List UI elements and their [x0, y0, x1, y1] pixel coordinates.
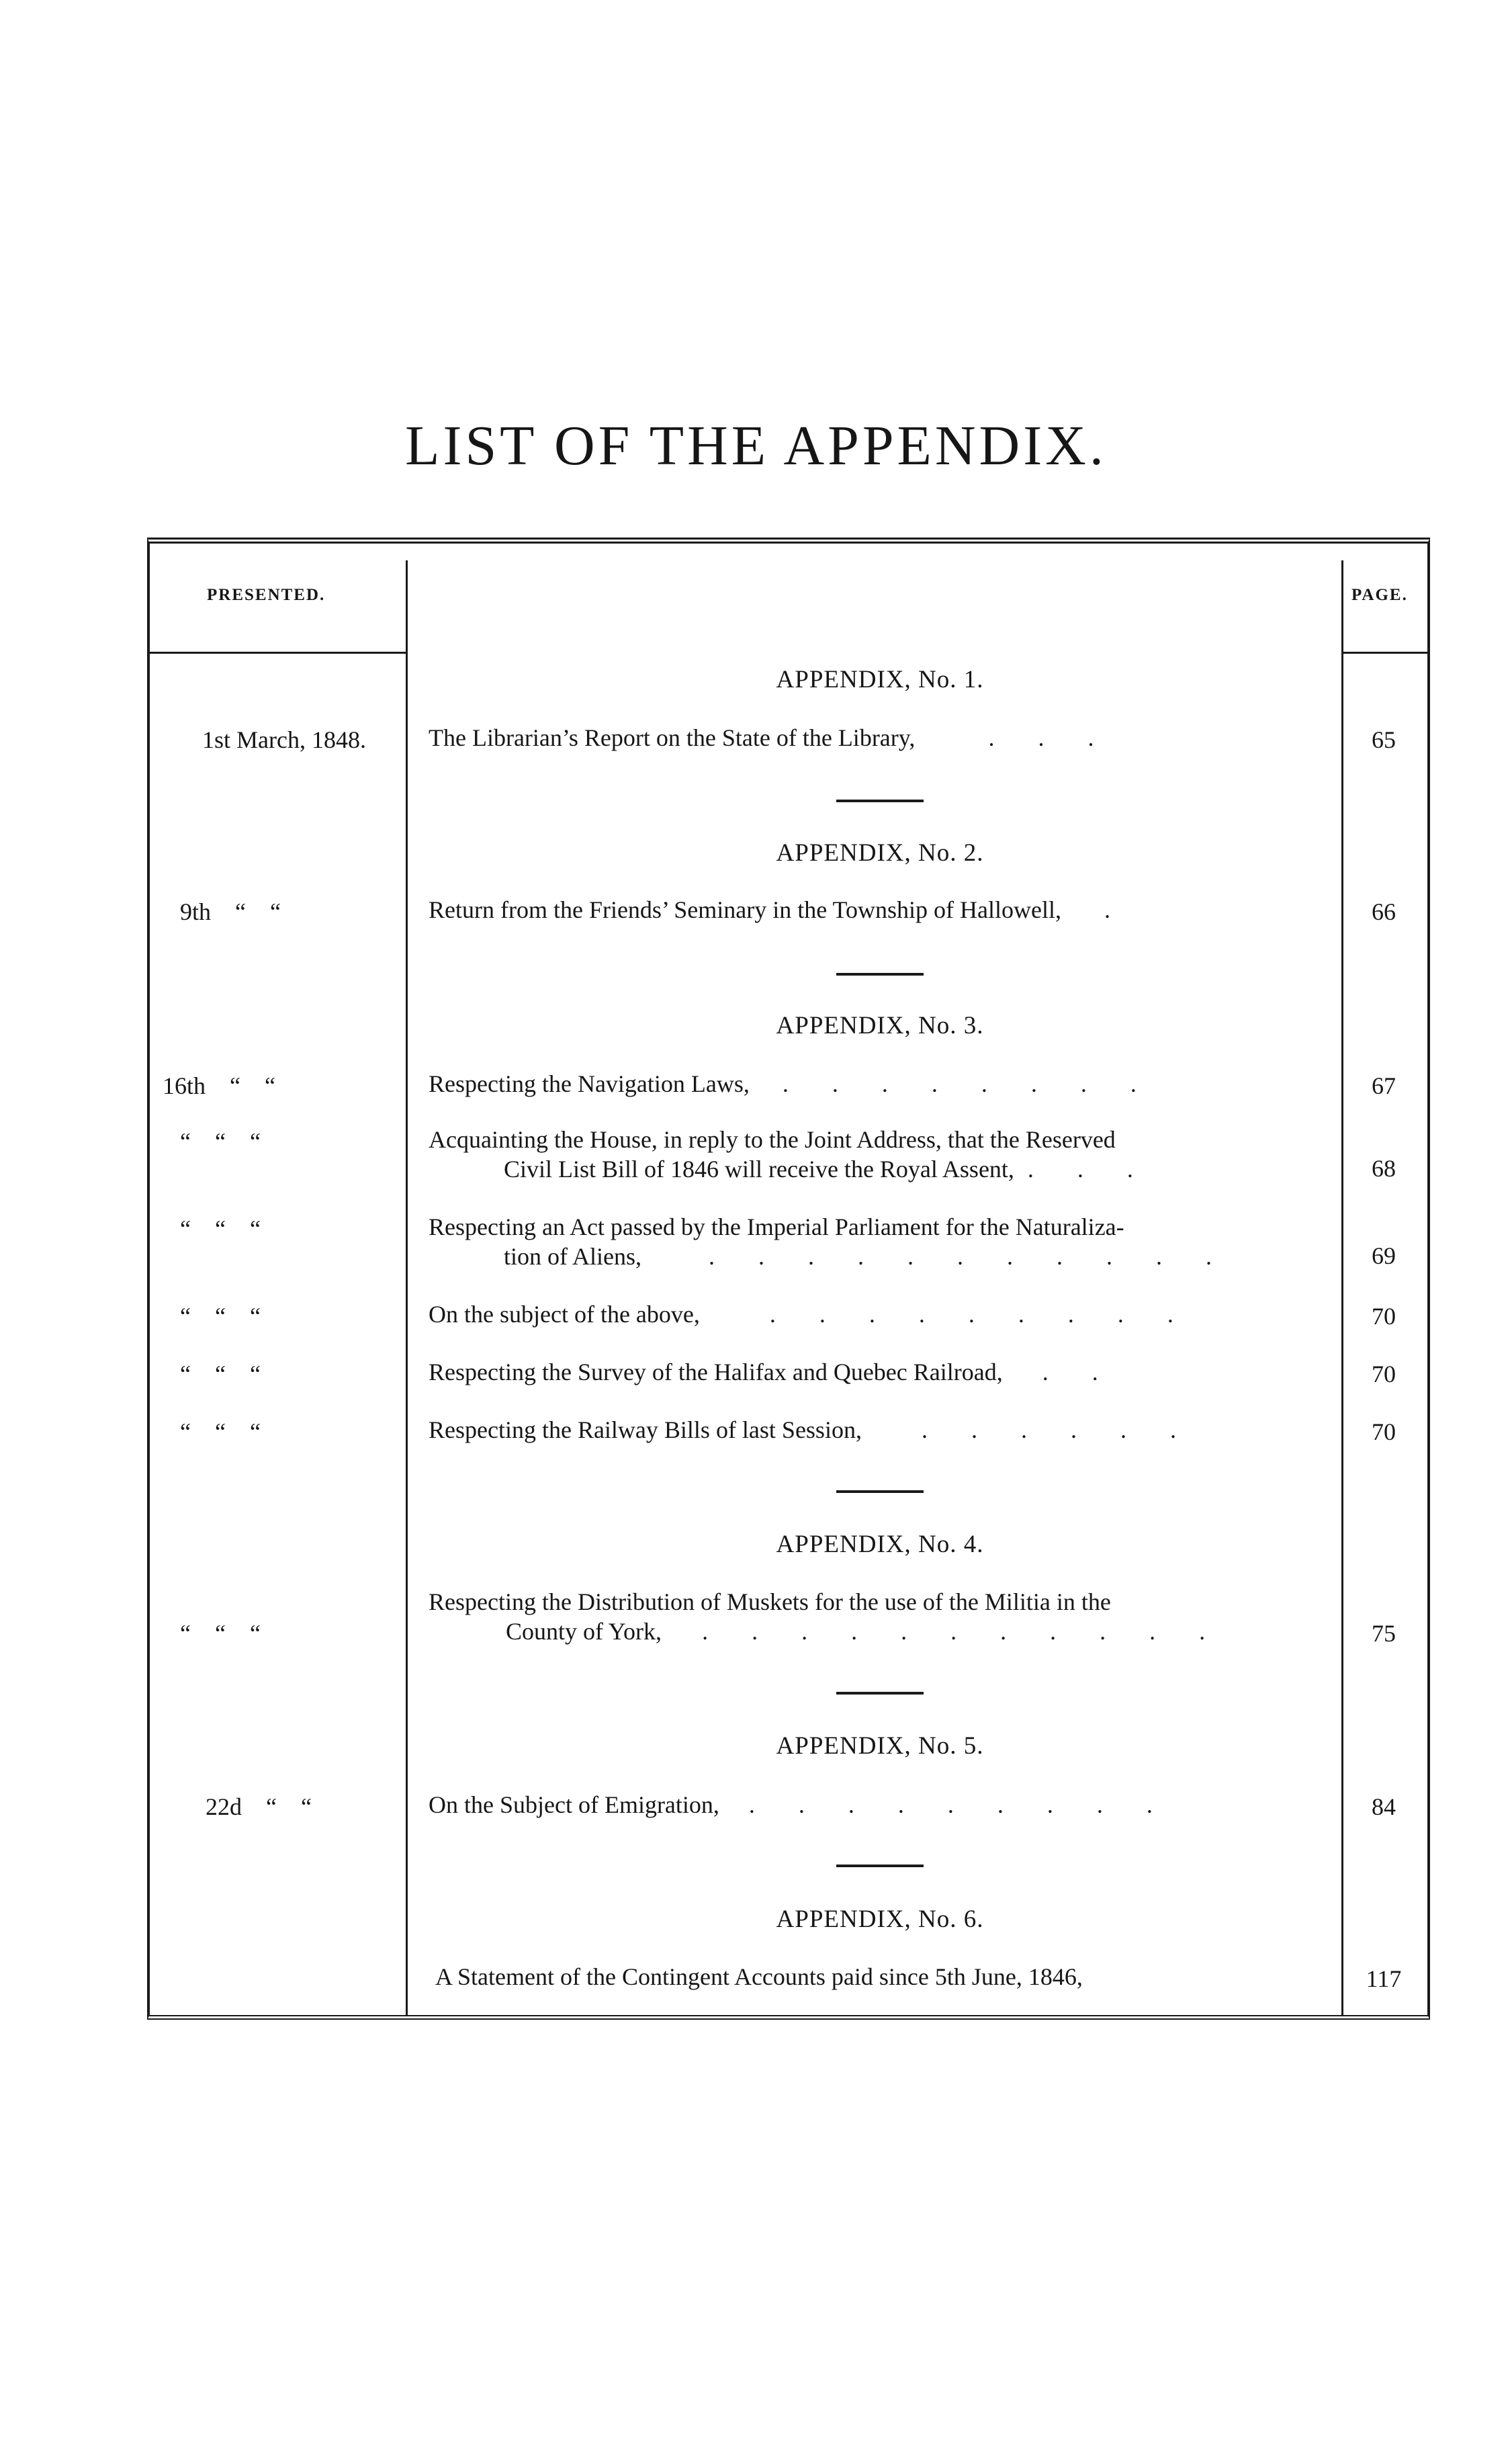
section-separator — [836, 1865, 924, 1867]
entry-description: Respecting the Survey of the Halifax and Quebec Railroad, . . — [429, 1359, 1117, 1385]
entry-description: On the subject of the above, . . . . . . . . . — [429, 1301, 1192, 1328]
entry-page: 70 — [1372, 1361, 1396, 1387]
entry-page: 68 — [1372, 1155, 1396, 1182]
entry-page: 117 — [1366, 1965, 1402, 1992]
page-title: LIST OF THE APPENDIX. — [405, 415, 1107, 477]
entry-date: “ “ “ — [180, 1128, 261, 1155]
entry-description: Acquainting the House, in reply to the Joint Address, that the Reserved Civil List Bill of 1846 will receive the Royal Assent, . . . — [429, 1126, 1152, 1183]
entry-description: Respecting the Railway Bills of last Session, . . . . . . — [429, 1416, 1195, 1443]
entry-description: On the Subject of Emigration, . . . . . . . . . — [429, 1791, 1171, 1818]
section-heading: APPENDIX, No. 5. — [776, 1732, 984, 1760]
entry-description: A Statement of the Contingent Accounts paid since 5th June, 1846, — [435, 1963, 1083, 1990]
entry-page: 75 — [1372, 1620, 1396, 1647]
entry-page: 66 — [1372, 898, 1396, 925]
entry-date: “ “ “ — [180, 1361, 261, 1387]
entry-date: 9th “ “ — [180, 898, 281, 925]
entry-date: “ “ “ — [180, 1303, 261, 1330]
entry-date: 16th “ “ — [163, 1072, 275, 1099]
entry-page: 67 — [1372, 1072, 1396, 1099]
header-rule-presented — [149, 652, 406, 654]
entry-description: Respecting the Navigation Laws, . . . . . . . . — [429, 1070, 1155, 1097]
entry-description: Return from the Friends’ Seminary in the Township of Hallowell, . — [429, 896, 1129, 923]
entry-page: 84 — [1372, 1793, 1396, 1820]
entry-page: 65 — [1372, 726, 1396, 753]
section-heading: APPENDIX, No. 2. — [776, 839, 984, 867]
entry-description: The Librarian’s Report on the State of the Library, . . . — [429, 724, 1113, 751]
entry-description: Respecting the Distribution of Muskets for the use of the Militia in the County of York, . . . . . . . . . . . — [429, 1588, 1225, 1645]
entry-page: 70 — [1372, 1303, 1396, 1330]
section-separator — [836, 973, 924, 976]
section-separator — [836, 1490, 924, 1493]
header-rule-page — [1341, 652, 1427, 654]
header-presented: PRESENTED. — [207, 586, 326, 604]
section-separator — [836, 1692, 924, 1695]
entry-description: Respecting an Act passed by the Imperial Parliament for the Naturaliza- tion of Aliens, . . . . . . . . . . . — [429, 1213, 1231, 1270]
section-heading: APPENDIX, No. 1. — [776, 666, 984, 693]
entry-date: 22d “ “ — [206, 1793, 312, 1820]
entry-date: “ “ “ — [180, 1215, 261, 1242]
entry-date: “ “ “ — [180, 1620, 261, 1647]
section-heading: APPENDIX, No. 4. — [776, 1531, 984, 1558]
header-page: PAGE. — [1351, 586, 1408, 604]
entry-page: 70 — [1372, 1418, 1396, 1445]
entry-page: 69 — [1372, 1242, 1396, 1269]
section-heading: APPENDIX, No. 6. — [776, 1905, 984, 1933]
section-heading: APPENDIX, No. 3. — [776, 1012, 984, 1039]
section-separator — [836, 800, 924, 802]
column-divider-right — [1341, 560, 1343, 2016]
entry-date: “ “ “ — [180, 1418, 261, 1445]
entry-date: 1st March, 1848. — [202, 726, 366, 753]
